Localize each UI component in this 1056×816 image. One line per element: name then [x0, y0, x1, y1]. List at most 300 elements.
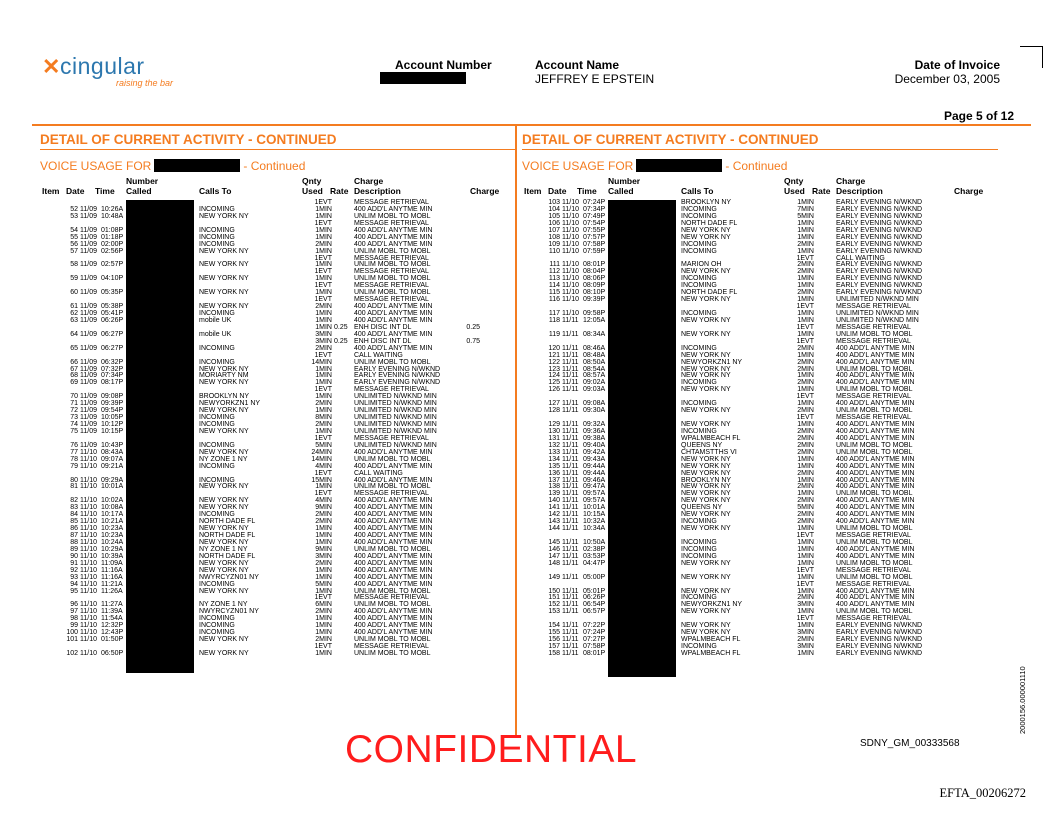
cell-item: 56: [70, 240, 78, 248]
cell-desc: UNLIM MOBL TO MOBL: [836, 490, 913, 498]
cell-time: 10:43P: [101, 441, 124, 449]
cell-desc: 400 ADD'L ANYTME MIN: [354, 629, 433, 637]
cell-date: 11/10: [562, 296, 579, 304]
cell-desc: MESSAGE RETRIEVAL: [836, 532, 911, 539]
cell-to: NEW YORK NY: [199, 247, 249, 255]
cell-date: 11/11: [562, 594, 579, 602]
cell-item: 138: [548, 483, 560, 491]
cell-time: 10:21A: [101, 518, 124, 526]
cell-item: 89: [70, 545, 78, 553]
cell-qnty: 1MIN: [797, 476, 814, 484]
cell-qnty: 5MIN: [797, 504, 814, 512]
cell-qnty: 3MIN: [315, 330, 332, 338]
cell-desc: 400 ADD'L ANYTME MIN: [354, 344, 433, 352]
cell-time: 08:09P: [583, 282, 606, 290]
cell-item: 153: [548, 608, 560, 616]
cell-desc: MESSAGE RETRIEVAL: [354, 296, 429, 304]
cell-time: 11:26A: [101, 587, 123, 595]
cell-date: 11/10: [80, 538, 97, 546]
cell-qnty: 3MIN: [315, 337, 332, 345]
cell-desc: MESSAGE RETRIEVAL: [354, 386, 429, 394]
cell-time: 05:00P: [583, 573, 606, 581]
account-number-redaction: [380, 72, 466, 84]
cell-item: 103: [548, 199, 560, 206]
cell-qnty: 2MIN: [315, 511, 332, 519]
cell-qnty: 1MIN: [315, 538, 332, 546]
col-header-date: Date: [66, 186, 85, 196]
cell-time: 09:54P: [101, 407, 124, 415]
cell-desc: UNLIM MOBL TO MOBL: [836, 559, 913, 567]
cell-date: 11/09: [80, 303, 97, 311]
cell-to: NEW YORK NY: [681, 386, 731, 394]
cell-qnty: 1MIN: [315, 629, 332, 637]
cell-to: NEW YORK NY: [199, 365, 249, 373]
cell-date: 11/10: [80, 504, 97, 512]
cell-time: 11:21A: [101, 580, 123, 588]
cell-item: 134: [548, 455, 560, 463]
cell-to: INCOMING: [681, 282, 717, 290]
cell-desc: CALL WAITING: [354, 351, 403, 359]
cell-to: NEW YORK NY: [199, 649, 249, 657]
cell-desc: 400 ADD'L ANYTME MIN: [836, 545, 915, 553]
cell-to: NEW YORK NY: [199, 427, 249, 435]
cell-date: 11/11: [562, 511, 579, 519]
cell-to: NEW YORK NY: [199, 303, 249, 311]
cell-to: BROOKLYN NY: [681, 476, 732, 484]
logo-tagline: raising the bar: [116, 78, 174, 88]
cell-item: 106: [548, 219, 560, 227]
cell-to: INCOMING: [681, 594, 717, 602]
cell-to: NEW YORK NY: [681, 233, 731, 241]
cell-to: NEW YORK NY: [199, 379, 249, 387]
logo-wordmark: cingular: [60, 53, 145, 79]
cell-to: INCOMING: [681, 538, 717, 546]
cell-desc: 400 ADD'L ANYTME MIN: [354, 566, 433, 574]
cell-time: 06:50P: [101, 649, 124, 657]
cell-item: 110: [548, 247, 560, 255]
cell-date: 11/10: [562, 289, 579, 297]
cell-item: 151: [548, 594, 560, 602]
cell-time: 10:01A: [583, 504, 606, 512]
cell-qnty: 1EVT: [314, 469, 332, 477]
cell-to: NEW YORK NY: [681, 351, 731, 359]
cell-to: NEW YORK NY: [681, 573, 731, 581]
cell-item: 58: [70, 261, 78, 269]
cell-item: 85: [70, 518, 78, 526]
cell-desc: 400 ADD'L ANYTME MIN: [354, 310, 433, 317]
cell-to: INCOMING: [199, 476, 235, 484]
section-title-underline: [40, 149, 516, 150]
efta-number: EFTA_00206272: [939, 786, 1026, 800]
cell-desc: 400 ADD'L ANYTME MIN: [354, 476, 433, 484]
cell-item: 62: [70, 310, 78, 317]
cell-to: INCOMING: [681, 240, 717, 248]
cell-date: 11/11: [562, 358, 579, 366]
cell-item: 141: [548, 504, 560, 512]
cell-date: 11/10: [80, 545, 97, 553]
cell-qnty: 1MIN: [315, 427, 332, 435]
cell-qnty: 2MIN: [797, 344, 814, 352]
cell-rate: 0.25: [334, 337, 348, 345]
cell-to: INCOMING: [681, 518, 717, 526]
cell-qnty: 1MIN: [797, 219, 814, 227]
voice-usage-suffix: - Continued: [243, 159, 306, 173]
cell-desc: EARLY EVENING N/WKND: [836, 205, 923, 213]
cell-qnty: 1MIN: [797, 545, 814, 553]
cell-date: 11/10: [80, 497, 97, 505]
table-row: [40, 346, 520, 353]
cell-qnty: 1EVT: [314, 594, 332, 602]
cell-time: 10:26A: [101, 205, 124, 213]
cell-to: NEW YORK NY: [681, 622, 731, 630]
cell-desc: UNLIM MOBL TO MOBL: [354, 247, 431, 255]
cell-qnty: 2MIN: [315, 303, 332, 311]
cell-qnty: 1MIN: [797, 455, 814, 463]
cell-time: 11:27A: [101, 601, 123, 609]
cell-date: 11/11: [562, 649, 579, 657]
cell-desc: CALL WAITING: [836, 254, 885, 262]
cell-qnty: 8MIN: [315, 414, 332, 422]
cell-qnty: 9MIN: [315, 504, 332, 512]
table-row: [40, 464, 520, 471]
cell-qnty: 1MIN: [315, 316, 332, 324]
cell-desc: 400 ADD'L ANYTME MIN: [354, 504, 433, 512]
cell-desc: UNLIMITED N/WKND MIN: [354, 407, 437, 415]
cell-item: 124: [548, 372, 560, 380]
cell-qnty: 1MIN: [315, 310, 332, 317]
cell-desc: UNLIMITED N/WKND MIN: [354, 441, 437, 449]
cell-date: 11/09: [80, 330, 97, 338]
cell-to: NORTH DADE FL: [199, 552, 256, 560]
cell-desc: 400 ADD'L ANYTME MIN: [354, 532, 433, 539]
side-control-code: 2000156.000001110: [1018, 666, 1027, 734]
cell-to: NEW YORK NY: [681, 372, 731, 380]
cell-desc: MESSAGE RETRIEVAL: [354, 490, 429, 498]
cell-item: 57: [70, 247, 78, 255]
cell-time: 08:04P: [583, 268, 606, 276]
cell-qnty: 1EVT: [314, 351, 332, 359]
cell-date: 11/11: [562, 497, 579, 505]
cell-desc: MESSAGE RETRIEVAL: [836, 615, 911, 623]
cell-date: 11/09: [80, 205, 97, 213]
cell-to: NEW YORK NY: [199, 538, 249, 546]
cell-desc: EARLY EVENING N/WKND: [836, 275, 923, 283]
col-header-charge-top: Charge: [354, 176, 384, 186]
cell-qnty: 5MIN: [315, 580, 332, 588]
cell-desc: 400 ADD'L ANYTME MIN: [836, 379, 915, 387]
cell-to: WPALMBEACH FL: [681, 649, 741, 657]
table-row: [522, 609, 1002, 616]
cell-desc: EARLY EVENING N/WKND: [836, 282, 923, 290]
cell-qnty: 1EVT: [314, 199, 332, 206]
cell-desc: UNLIM MOBL TO MOBL: [354, 455, 431, 463]
cell-desc: EARLY EVENING N/WKND: [836, 226, 923, 234]
cell-desc: 400 ADD'L ANYTME MIN: [354, 518, 433, 526]
section-title-underline-right: [522, 149, 998, 150]
cell-qnty: 1EVT: [314, 219, 332, 227]
cell-desc: MESSAGE RETRIEVAL: [836, 566, 911, 574]
cell-date: 11/09: [80, 393, 97, 401]
cell-desc: UNLIM MOBL TO MOBL: [836, 330, 913, 338]
col-header-charge-top-right: Charge: [836, 176, 866, 186]
cell-desc: EARLY EVENING N/WKND: [836, 240, 923, 248]
cell-desc: MESSAGE RETRIEVAL: [836, 414, 911, 422]
cell-time: 11:16A: [101, 573, 123, 581]
cell-item: 135: [548, 462, 560, 470]
cell-time: 10:15P: [101, 427, 124, 435]
cell-time: 10:15A: [583, 511, 606, 519]
cell-item: 155: [548, 629, 560, 637]
table-row: [522, 332, 1002, 339]
cell-time: 08:48A: [583, 351, 606, 359]
cell-time: 09:08P: [101, 393, 124, 401]
confidential-stamp: CONFIDENTIAL: [345, 728, 638, 771]
cell-item: 158: [548, 649, 560, 657]
cell-date: 11/09: [80, 365, 97, 373]
cell-item: 123: [548, 365, 560, 373]
cell-item: 79: [70, 462, 78, 470]
cell-qnty: 2MIN: [797, 483, 814, 491]
cell-time: 09:39P: [583, 296, 606, 304]
cell-to: INCOMING: [681, 400, 717, 408]
cell-qnty: 1EVT: [314, 434, 332, 442]
cell-time: 09:21A: [101, 462, 124, 470]
bates-number: SDNY_GM_00333568: [860, 738, 960, 749]
cell-to: BROOKLYN NY: [199, 393, 250, 401]
cell-to: NEW YORK NY: [681, 629, 731, 637]
cell-to: INCOMING: [681, 212, 717, 220]
col-header-description: Description: [354, 186, 401, 196]
cell-time: 05:01P: [583, 587, 606, 595]
cell-to: INCOMING: [199, 580, 235, 588]
cell-time: 07:57P: [583, 233, 606, 241]
cell-qnty: 1MIN: [797, 559, 814, 567]
cell-time: 10:34A: [583, 525, 606, 533]
cell-item: 63: [70, 316, 78, 324]
cell-qnty: 1MIN: [315, 587, 332, 595]
cell-desc: EARLY EVENING N/WKND: [836, 289, 923, 297]
cell-to: INCOMING: [681, 247, 717, 255]
cell-date: 11/10: [80, 532, 97, 539]
cell-date: 11/10: [80, 455, 97, 463]
cell-desc: 400 ADD'L ANYTME MIN: [836, 427, 915, 435]
cell-item: 65: [70, 344, 78, 352]
cell-date: 11/11: [562, 601, 579, 609]
cell-date: 11/10: [80, 622, 97, 630]
cell-date: 11/10: [80, 615, 97, 623]
cell-date: 11/11: [562, 643, 579, 650]
cell-desc: 400 ADD'L ANYTME MIN: [354, 226, 433, 234]
cell-item: 104: [548, 205, 560, 213]
cell-item: 127: [548, 400, 560, 408]
cell-date: 11/11: [562, 455, 579, 463]
cell-qnty: 1MIN: [797, 421, 814, 428]
cell-qnty: 1MIN: [315, 622, 332, 630]
table-row: [40, 484, 520, 491]
cell-qnty: 2MIN: [797, 497, 814, 505]
col-header-date-right: Date: [548, 186, 567, 196]
cell-to: NEW YORK NY: [199, 587, 249, 595]
cell-time: 06:26P: [101, 316, 124, 324]
cell-to: INCOMING: [199, 233, 235, 241]
cell-qnty: 1MIN: [315, 525, 332, 533]
cell-to: INCOMING: [199, 441, 235, 449]
cell-desc: UNLIMITED N/WKND MIN: [836, 316, 919, 324]
cell-item: 120: [548, 344, 560, 352]
cell-qnty: 1MIN: [315, 247, 332, 255]
table-row: [40, 290, 520, 297]
col-header-used-right: Used: [784, 186, 805, 196]
cell-date: 11/10: [80, 587, 97, 595]
col-header-number: Number: [126, 176, 159, 186]
cell-date: 11/11: [562, 545, 579, 553]
cell-qnty: 1EVT: [796, 393, 814, 401]
cingular-logo: [42, 54, 172, 94]
voice-usage-heading-right: [522, 159, 787, 173]
cell-date: 11/11: [562, 587, 579, 595]
cell-desc: EARLY EVENING N/WKND: [836, 268, 923, 276]
col-header-calls-to-right: Calls To: [681, 186, 714, 196]
cell-item: 77: [70, 448, 78, 456]
cell-to: NEW YORK NY: [199, 504, 249, 512]
cell-to: NEW YORK NY: [199, 448, 249, 456]
cell-time: 09:44A: [583, 469, 606, 477]
cell-to: NEW YORK NY: [681, 608, 731, 616]
cell-date: 11/10: [562, 310, 579, 317]
cell-time: 07:34P: [101, 372, 124, 380]
cell-item: 147: [548, 552, 560, 560]
cell-qnty: 2MIN: [797, 427, 814, 435]
cell-desc: UNLIM MOBL TO MOBL: [836, 386, 913, 394]
cell-time: 10:23A: [101, 525, 124, 533]
cell-desc: 400 ADD'L ANYTME MIN: [836, 594, 915, 602]
cell-qnty: 5MIN: [315, 441, 332, 449]
cell-time: 01:50P: [101, 636, 124, 644]
cell-item: 95: [70, 587, 78, 595]
cell-date: 11/11: [562, 379, 579, 387]
col-header-used: Used: [302, 186, 323, 196]
cell-time: 09:47A: [583, 483, 606, 491]
cell-qnty: 1MIN: [797, 296, 814, 304]
cell-time: 10:08A: [101, 504, 124, 512]
col-header-rate-right: Rate: [812, 186, 831, 196]
cell-date: 11/09: [80, 421, 97, 428]
cell-item: 74: [70, 421, 78, 428]
cell-time: 07:22P: [583, 622, 606, 630]
cell-to: NEW YORK NY: [681, 490, 731, 498]
cell-to: NEW YORK NY: [681, 455, 731, 463]
cell-to: INCOMING: [199, 622, 235, 630]
table-row: [40, 429, 520, 436]
cell-date: 11/09: [80, 275, 97, 283]
cell-time: 07:32P: [101, 365, 124, 373]
cell-qnty: 2MIN: [797, 261, 814, 269]
cell-time: 03:53P: [583, 552, 606, 560]
cell-date: 11/09: [80, 407, 97, 415]
cell-time: 02:00P: [101, 240, 124, 248]
cell-desc: 400 ADD'L ANYTME MIN: [836, 497, 915, 505]
cell-date: 11/11: [562, 518, 579, 526]
cell-time: 11:16A: [101, 566, 123, 574]
cell-qnty: 1MIN: [315, 261, 332, 269]
cell-date: 11/11: [562, 608, 579, 616]
cell-date: 11/11: [562, 622, 579, 630]
cell-time: 09:58P: [583, 310, 606, 317]
cell-to: NEW YORK NY: [199, 636, 249, 644]
corner-mark-vertical: [1042, 46, 1043, 68]
cell-to: NEW YORK NY: [681, 296, 731, 304]
cell-date: 11/11: [562, 441, 579, 449]
col-header-time-right: Time: [577, 186, 597, 196]
cell-to: NEW YORK NY: [681, 469, 731, 477]
cell-qnty: 2MIN: [797, 358, 814, 366]
cell-time: 08:10P: [583, 289, 606, 297]
cell-desc: UNLIM MOBL TO MOBL: [354, 275, 431, 283]
cell-date: 11/11: [562, 448, 579, 456]
cell-desc: UNLIMITED N/WKND MIN: [354, 427, 437, 435]
cell-time: 10:17A: [101, 511, 124, 519]
cell-item: 132: [548, 441, 560, 449]
cell-qnty: 2MIN: [797, 365, 814, 373]
cell-time: 09:44A: [583, 462, 606, 470]
cell-qnty: 1EVT: [796, 303, 814, 311]
cell-time: 07:34P: [583, 205, 606, 213]
cell-date: 11/10: [80, 573, 97, 581]
cell-qnty: 7MIN: [797, 205, 814, 213]
cell-item: 60: [70, 289, 78, 297]
cell-desc: 400 ADD'L ANYTME MIN: [354, 573, 433, 581]
cell-time: 07:24P: [583, 629, 606, 637]
cell-time: 06:27P: [101, 330, 124, 338]
cell-time: 11:09A: [101, 559, 123, 567]
table-row: [40, 332, 520, 339]
cell-date: 11/09: [80, 414, 97, 422]
cell-qnty: 2MIN: [797, 448, 814, 456]
cell-to: NEW YORK NY: [199, 275, 249, 283]
cell-qnty: 14MIN: [311, 358, 332, 366]
cell-date: 11/11: [562, 400, 579, 408]
cell-time: 09:39P: [101, 400, 124, 408]
table-row: [40, 276, 520, 283]
cell-item: 126: [548, 386, 560, 394]
cell-desc: UNLIM MOBL TO MOBL: [836, 608, 913, 616]
cell-desc: 400 ADD'L ANYTME MIN: [836, 552, 915, 560]
cell-date: 11/09: [80, 379, 97, 387]
cell-qnty: 1MIN: [797, 282, 814, 290]
table-row: [40, 589, 520, 596]
cell-item: 111: [549, 261, 560, 269]
col-header-charge: Charge: [470, 186, 500, 196]
cell-date: 11/10: [562, 205, 579, 213]
cell-item: 115: [548, 289, 560, 297]
cell-to: NEW YORK NY: [681, 462, 731, 470]
cell-desc: UNLIMITED N/WKND MIN: [836, 296, 919, 304]
col-header-calls-to: Calls To: [199, 186, 232, 196]
cell-desc: 400 ADD'L ANYTME MIN: [354, 240, 433, 248]
cell-item: 86: [70, 525, 78, 533]
cell-date: 11/10: [80, 649, 97, 657]
cell-qnty: 1EVT: [314, 282, 332, 290]
cell-to: INCOMING: [681, 205, 717, 213]
cell-desc: 400 ADD'L ANYTME MIN: [836, 455, 915, 463]
cell-qnty: 1MIN: [315, 226, 332, 234]
cell-date: 11/09: [80, 344, 97, 352]
cell-to: NY ZONE 1 NY: [199, 601, 248, 609]
cell-to: MARION OH: [681, 261, 722, 269]
cell-item: 99: [70, 622, 78, 630]
cell-desc: 400 ADD'L ANYTME MIN: [836, 469, 915, 477]
table-row: [40, 214, 520, 221]
